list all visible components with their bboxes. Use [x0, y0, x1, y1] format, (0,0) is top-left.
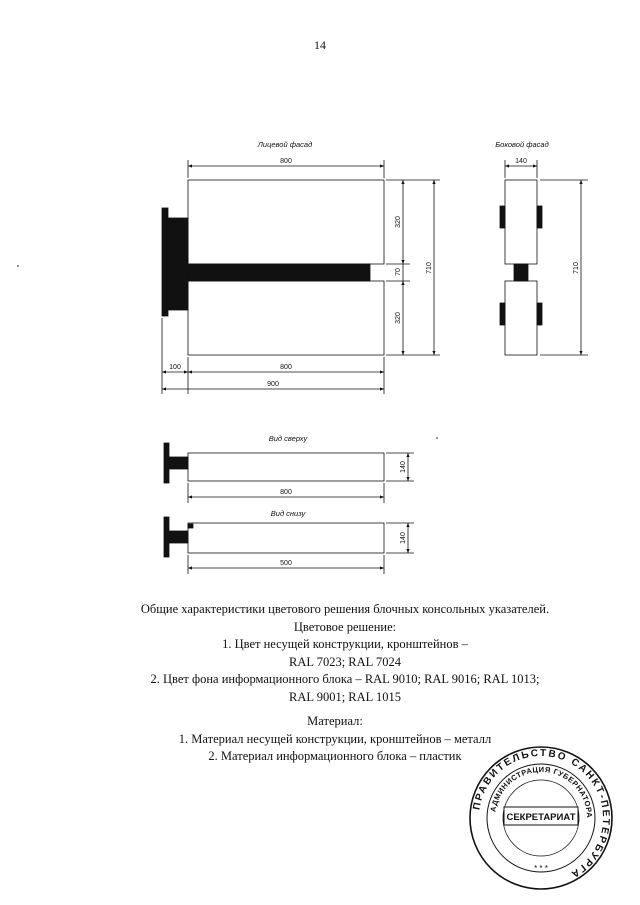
upper-panel	[188, 180, 384, 264]
front-view-caption: Лицевой фасад	[257, 140, 313, 149]
dim-panel-width: 800	[280, 364, 292, 371]
top-dim-depth: 140	[400, 461, 407, 473]
dim-bracket: 100	[169, 364, 181, 371]
bottom-view	[164, 509, 414, 574]
dim-top-width: 800	[280, 158, 292, 165]
colors-item2-line2: RAL 9001; RAL 1015	[289, 689, 401, 704]
side-dim-height: 710	[573, 262, 580, 274]
svg-text:СЕКРЕТАРИАТ: СЕКРЕТАРИАТ	[506, 812, 576, 823]
svg-text:АДМИНИСТРАЦИЯ ГУБЕРНАТОРА: АДМИНИСТРАЦИЯ ГУБЕРНАТОРА	[488, 764, 595, 819]
bottom-view-panel	[188, 523, 384, 553]
material-heading: Материал:	[307, 714, 363, 728]
dim-upper-panel: 320	[395, 216, 402, 228]
colors-title: Общие характеристики цветового решения блочных консольных указателей.	[140, 602, 550, 616]
svg-text:ПРАВИТЕЛЬСТВО САНКТ-ПЕТЕРБУРГА: ПРАВИТЕЛЬСТВО САНКТ-ПЕТЕРБУРГА	[471, 747, 612, 881]
top-view	[164, 434, 414, 503]
side-upper-panel	[505, 180, 537, 264]
bracket	[168, 218, 188, 310]
side-view	[495, 140, 588, 355]
dim-gap: 70	[395, 268, 402, 276]
colors-subtitle: Цветовое решение:	[293, 619, 397, 634]
side-dim-depth: 140	[515, 158, 527, 165]
side-view-caption: Боковой фасад	[495, 140, 549, 149]
bottom-dim-width: 500	[280, 560, 292, 567]
material-item2: 2. Материал информационного блока – пластик	[208, 749, 462, 763]
dim-lower-panel: 320	[395, 312, 402, 324]
lower-panel	[188, 281, 384, 355]
colors-item2-line1: 2. Цвет фона информационного блока – RAL 9010; RAL 9016; RAL 1013;	[150, 672, 540, 686]
material-item1: 1. Материал несущей конструкции, кронштейнов – металл	[178, 731, 492, 746]
bottom-dim-depth: 140	[400, 532, 407, 544]
color-solution-block	[110, 601, 580, 706]
colors-item1-line1: 1. Цвет несущей конструкции, кронштейнов –	[222, 637, 468, 651]
side-lower-panel	[505, 281, 537, 355]
page-number: 14	[314, 38, 326, 52]
colors-item1-line2: RAL 7023; RAL 7024	[289, 654, 401, 669]
top-dim-width: 800	[280, 489, 292, 496]
connecting-beam	[188, 264, 370, 281]
top-view-panel	[188, 453, 384, 481]
svg-text:* * *: * * *	[534, 864, 548, 873]
front-view	[162, 140, 440, 394]
dim-total-height: 710	[426, 262, 433, 274]
dim-total-width: 900	[267, 381, 279, 388]
bottom-view-caption: Вид снизу	[270, 509, 306, 518]
top-view-caption: Вид сверху	[268, 434, 308, 443]
side-connector	[514, 264, 528, 281]
wall-plate	[162, 208, 168, 316]
official-stamp	[466, 743, 616, 893]
